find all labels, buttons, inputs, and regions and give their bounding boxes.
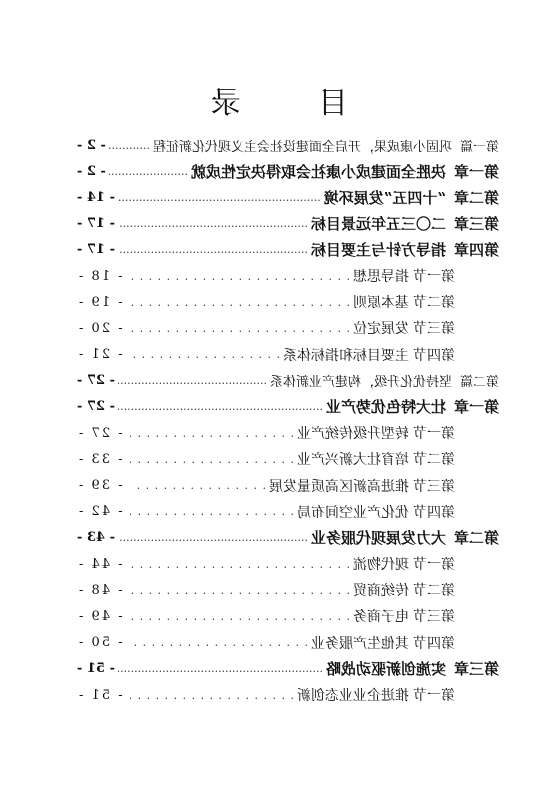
toc-entry-label: 转型升级传统产业 (297, 426, 409, 443)
toc-entry-page: - 48 - (77, 582, 123, 598)
toc-entry-label: 电子商务 (353, 609, 409, 626)
toc-entry-prefix: 第一节 (413, 269, 455, 286)
toc-entry[interactable] (77, 682, 499, 708)
toc-entry[interactable] (77, 630, 499, 656)
dot-leader (118, 374, 267, 387)
dot-leader (109, 165, 188, 178)
toc-entry-label: 基本原则 (353, 295, 409, 312)
dot-leader (130, 453, 294, 466)
toc-entry-page: - 49 - (77, 608, 123, 624)
toc-entry-prefix: 第一章 (453, 162, 499, 181)
dot-leader (109, 139, 150, 152)
toc-entry[interactable] (77, 394, 499, 420)
toc-entry[interactable] (77, 315, 499, 341)
toc-entry-prefix: 第一节 (413, 557, 455, 574)
toc-entry-prefix: 第一节 (413, 426, 455, 443)
toc-entry-label: 现代物流 (353, 557, 409, 574)
dot-leader (118, 217, 308, 230)
toc-entry-label: 巩固小康成果，开启全面建设社会主义现代化新征程 (152, 139, 452, 155)
toc-entry-label: 决胜全面建成小康社会取得决定性成就 (190, 162, 446, 181)
toc-entry[interactable] (77, 211, 499, 237)
toc-entry-prefix: 第一篇 (459, 139, 499, 155)
toc-entry-page: - 19 - (77, 294, 123, 310)
toc-entry-prefix: 第四节 (413, 504, 455, 521)
toc-entry-page: - 39 - (77, 478, 123, 494)
toc-entry[interactable] (77, 368, 499, 394)
toc-entry[interactable] (77, 446, 499, 472)
toc-entry[interactable] (77, 499, 499, 525)
toc-entry-label: 实施创新驱动战略 (325, 660, 446, 679)
toc-entry-label: 发展定位 (353, 321, 409, 338)
toc-entry-label: 其他生产服务业 (311, 635, 409, 652)
toc-entry-prefix: 第二章 (453, 188, 499, 207)
dot-leader (130, 558, 350, 571)
dot-leader (118, 191, 321, 204)
toc-entry[interactable] (77, 158, 499, 184)
toc-entry-page: - 42 - (77, 504, 123, 520)
toc-entry-prefix: 第二篇 (459, 375, 499, 391)
dot-leader (130, 636, 308, 649)
toc-entry-label: 优化产业空间布局 (297, 504, 409, 521)
toc-entry-prefix: 第三节 (413, 609, 455, 626)
toc-entry[interactable] (77, 603, 499, 629)
toc-entry-label: 主要目标和指标体系 (283, 347, 409, 364)
toc-entry[interactable] (77, 342, 499, 368)
toc-entry-page: - 27 - (77, 373, 115, 389)
toc-entry-page: - 50 - (77, 635, 123, 651)
dot-leader (118, 400, 323, 413)
toc-entry-page: - 20 - (77, 320, 123, 336)
toc-entry-prefix: 第三章 (453, 660, 499, 679)
toc-entry[interactable] (77, 237, 499, 263)
toc-entry-label: “十四五”发展环境 (323, 188, 446, 207)
toc-entry-page: - 27 - (77, 399, 115, 415)
toc-entry-prefix: 第三章 (453, 215, 499, 234)
toc-entry-prefix: 第四章 (453, 241, 499, 260)
toc-entry-page: - 44 - (77, 556, 123, 572)
toc-entry-label: 指导方针与主要目标 (310, 241, 446, 260)
toc-entry-prefix: 第二节 (413, 583, 455, 600)
toc-entry-prefix: 第二节 (413, 452, 455, 469)
toc-entry-prefix: 第四节 (413, 635, 455, 652)
dot-leader (130, 296, 350, 309)
toc-entry-prefix: 第三节 (413, 478, 455, 495)
toc-entry-label: 指导思想 (353, 269, 409, 286)
toc-entry-label: 大力发展现代服务业 (310, 529, 446, 548)
dot-leader (130, 584, 350, 597)
toc-entry-label: 推进高新区高质量发展 (269, 478, 409, 495)
dot-leader (130, 322, 350, 335)
toc-entry-page: - 51 - (77, 687, 123, 703)
toc-entry[interactable] (77, 184, 499, 210)
toc-entry-page: - 21 - (77, 347, 123, 363)
toc-entry[interactable] (77, 132, 499, 158)
toc-entry-label: 坚持优化升级，构建产业新体系 (269, 375, 452, 391)
toc-entry-page: - 33 - (77, 451, 123, 467)
toc-entry[interactable] (77, 420, 499, 446)
toc-entry-page: - 43 - (77, 530, 115, 546)
table-of-contents (77, 132, 499, 708)
toc-entry[interactable] (77, 472, 499, 498)
toc-entry-page: - 18 - (77, 268, 123, 284)
toc-entry[interactable] (77, 656, 499, 682)
toc-entry-page: - 27 - (77, 425, 123, 441)
dot-leader (118, 243, 308, 256)
toc-entry-page: - 14 - (77, 189, 115, 205)
toc-entry-prefix: 第二节 (413, 295, 455, 312)
toc-entry-label: 培育壮大新兴产业 (297, 452, 409, 469)
toc-entry-page: - 2 - (77, 137, 106, 153)
dot-leader (130, 610, 350, 623)
dot-leader (118, 662, 323, 675)
dot-leader (130, 479, 266, 492)
dot-leader (118, 531, 308, 544)
dot-leader (130, 505, 294, 518)
toc-entry-page: - 2 - (77, 163, 106, 179)
toc-entry-page: - 51 - (77, 661, 115, 677)
toc-entry-prefix: 第二章 (453, 529, 499, 548)
toc-entry-label: 壮大特色优势产业 (325, 398, 446, 417)
toc-entry[interactable] (77, 577, 499, 603)
toc-entry-label: 传统商贸 (353, 583, 409, 600)
toc-entry[interactable] (77, 289, 499, 315)
toc-entry-label: 推进企业业态创新 (297, 688, 409, 705)
toc-entry-page: - 17 - (77, 242, 115, 258)
dot-leader (130, 689, 294, 702)
toc-entry[interactable] (77, 525, 499, 551)
toc-title: 目 录 (176, 86, 349, 121)
toc-entry-prefix: 第一章 (453, 398, 499, 417)
toc-entry-label: 二〇三五年远景目标 (310, 215, 446, 234)
dot-leader (130, 427, 294, 440)
dot-leader (130, 348, 280, 361)
dot-leader (130, 270, 350, 283)
toc-entry-prefix: 第四节 (413, 347, 455, 364)
toc-entry-page: - 17 - (77, 216, 115, 232)
toc-entry[interactable] (77, 263, 499, 289)
toc-entry-prefix: 第三节 (413, 321, 455, 338)
toc-entry[interactable] (77, 551, 499, 577)
toc-entry-prefix: 第一节 (413, 688, 455, 705)
